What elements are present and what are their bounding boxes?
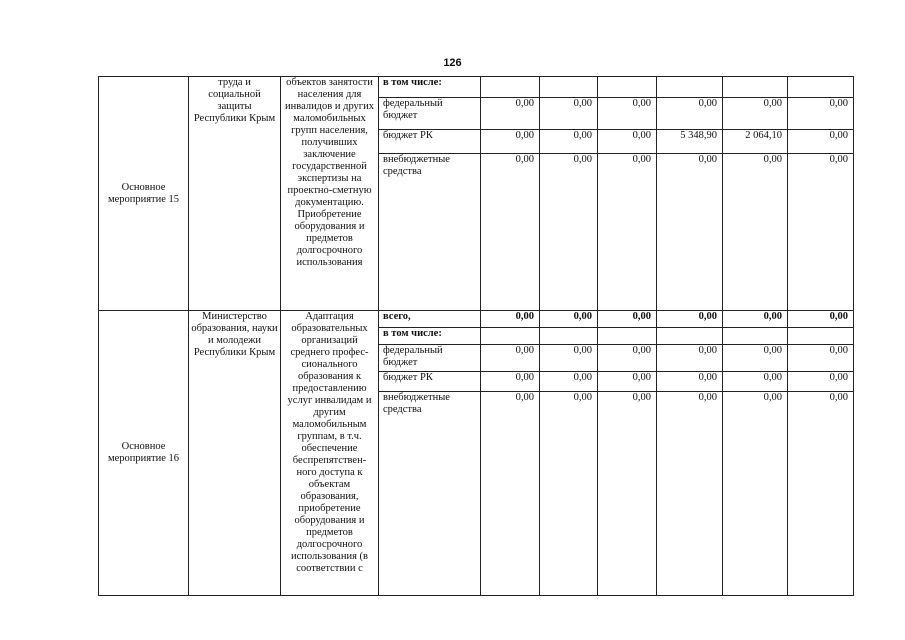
- value-cell: 0,00: [598, 392, 657, 596]
- value-cell: [657, 77, 723, 98]
- activity-cell: Основное мероприятие 16: [99, 311, 189, 596]
- row-label: внебюджетные средства: [379, 392, 481, 596]
- table-row: [99, 77, 854, 98]
- value-cell: 0,00: [657, 345, 723, 372]
- value-cell: 0,00: [788, 154, 854, 311]
- value-cell: 0,00: [657, 311, 723, 328]
- value-cell: [481, 77, 540, 98]
- value-cell: [723, 77, 788, 98]
- value-cell: 0,00: [657, 372, 723, 392]
- value-cell: 0,00: [788, 311, 854, 328]
- value-cell: [723, 328, 788, 345]
- value-cell: 0,00: [540, 345, 598, 372]
- row-label: федеральный бюджет: [379, 98, 481, 130]
- value-cell: 0,00: [540, 392, 598, 596]
- value-cell: [598, 328, 657, 345]
- value-cell: 0,00: [598, 372, 657, 392]
- value-cell: 0,00: [723, 98, 788, 130]
- activity-cell: Основное мероприятие 15: [99, 77, 189, 311]
- value-cell: 0,00: [788, 392, 854, 596]
- value-cell: 0,00: [788, 130, 854, 154]
- value-cell: 2 064,10: [723, 130, 788, 154]
- value-cell: 0,00: [657, 392, 723, 596]
- row-label: в том числе:: [379, 328, 481, 345]
- description-cell: Адаптация образовательных организаций среднего профес-сионального образования к предоставлению услуг инвалидам и другим маломобильным группам, в т.ч. обеспечение беспрепятствен-ного доступа к объектам образования, приобретение оборудования и предметов долгосрочного использования (в соответствии с: [281, 311, 379, 596]
- value-cell: 0,00: [481, 345, 540, 372]
- value-cell: 0,00: [481, 154, 540, 311]
- value-cell: [657, 328, 723, 345]
- row-label: бюджет РК: [379, 372, 481, 392]
- value-cell: 0,00: [481, 130, 540, 154]
- value-cell: 0,00: [788, 345, 854, 372]
- value-cell: 0,00: [481, 372, 540, 392]
- page-number: 126: [443, 57, 462, 69]
- value-cell: 0,00: [481, 392, 540, 596]
- row-label: федеральный бюджет: [379, 345, 481, 372]
- value-cell: 0,00: [788, 98, 854, 130]
- value-cell: 0,00: [540, 130, 598, 154]
- row-label: внебюджетные средства: [379, 154, 481, 311]
- executor-cell: Министерство образования, науки и молодежи Республики Крым: [189, 311, 281, 596]
- value-cell: [788, 77, 854, 98]
- value-cell: 0,00: [723, 154, 788, 311]
- value-cell: 0,00: [598, 98, 657, 130]
- value-cell: 0,00: [481, 98, 540, 130]
- value-cell: 0,00: [540, 311, 598, 328]
- row-label: бюджет РК: [379, 130, 481, 154]
- value-cell: [788, 328, 854, 345]
- value-cell: 0,00: [481, 311, 540, 328]
- funding-table: [98, 76, 854, 596]
- value-cell: [540, 77, 598, 98]
- value-cell: 0,00: [723, 345, 788, 372]
- row-label: всего,: [379, 311, 481, 328]
- value-cell: 0,00: [723, 392, 788, 596]
- value-cell: [598, 77, 657, 98]
- value-cell: 0,00: [540, 154, 598, 311]
- value-cell: 0,00: [598, 311, 657, 328]
- value-cell: 0,00: [598, 130, 657, 154]
- value-cell: 0,00: [598, 345, 657, 372]
- value-cell: 0,00: [788, 372, 854, 392]
- row-label: в том числе:: [379, 77, 481, 98]
- value-cell: 0,00: [598, 154, 657, 311]
- value-cell: 0,00: [723, 372, 788, 392]
- description-cell: объектов занятости населения для инвалидов и других маломобильных групп населения, получивших заключение государственной экспертизы на проектно-сметную документацию. Приобретение оборудования и предметов долгосрочного использования: [281, 77, 379, 311]
- executor-cell: труда и социальной защиты Республики Крым: [189, 77, 281, 311]
- value-cell: 0,00: [657, 154, 723, 311]
- value-cell: 5 348,90: [657, 130, 723, 154]
- value-cell: [481, 328, 540, 345]
- value-cell: 0,00: [540, 98, 598, 130]
- value-cell: 0,00: [723, 311, 788, 328]
- value-cell: 0,00: [657, 98, 723, 130]
- value-cell: [540, 328, 598, 345]
- value-cell: 0,00: [540, 372, 598, 392]
- table-row: [99, 311, 854, 328]
